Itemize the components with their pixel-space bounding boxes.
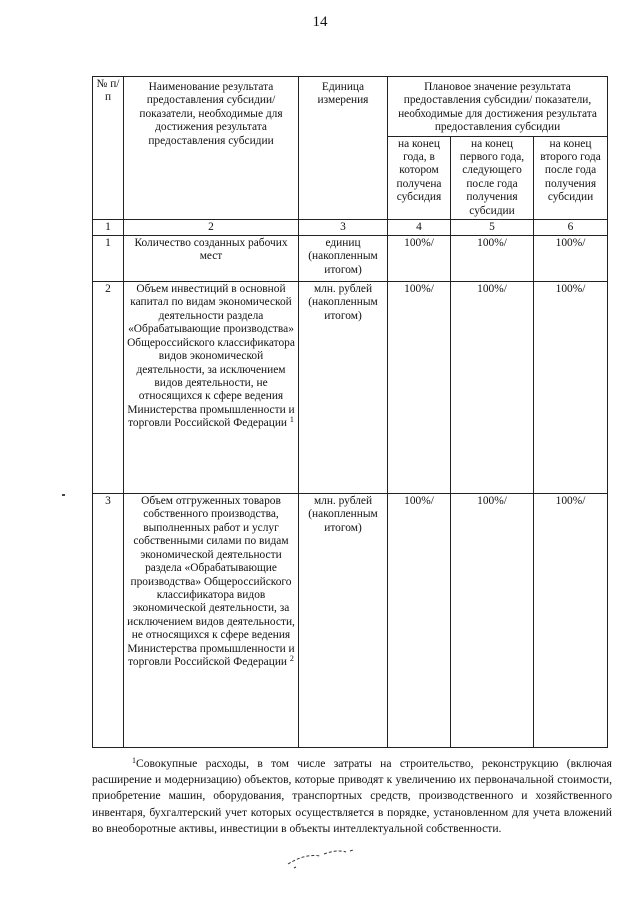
table-row: [93, 236, 608, 282]
row-indicator-name: [124, 236, 299, 282]
page-number: 14: [312, 14, 328, 30]
row-value-year-2: 100%/: [534, 236, 608, 282]
column-number: 2: [124, 220, 299, 236]
table-row: [93, 282, 608, 494]
row-unit: млн. рублей (накопленным итогом): [299, 282, 388, 494]
footnote: [92, 756, 612, 837]
table-row: [93, 494, 608, 748]
row-unit: единиц (накопленным итогом): [299, 236, 388, 282]
header-col-no: № п/п: [93, 77, 124, 220]
column-number: 3: [299, 220, 388, 236]
row-value-year-0: 100%/: [388, 236, 451, 282]
header-col-unit: Единица измерения: [299, 77, 388, 220]
header-row: [93, 77, 608, 137]
footnote-mark: 1: [132, 756, 136, 765]
row-indicator-name: [124, 282, 299, 494]
column-number: 5: [451, 220, 534, 236]
column-number-row: [93, 220, 608, 236]
row-indicator-name: [124, 494, 299, 748]
row-value-year-1: 100%/: [451, 494, 534, 748]
header-sub-col-6: на конец второго года после года получения субсидии: [534, 136, 608, 219]
header-sub-col-5: на конец первого года, следующего после года получения субсидии: [451, 136, 534, 219]
header-sub-col-4: на конец года, в котором получена субсидия: [388, 136, 451, 219]
row-value-year-0: 100%/: [388, 494, 451, 748]
row-indicator-text: Объем отгруженных товаров собственного производства, выполненных работ и услуг собственными силами по видам экономической деятельности раздела «Обрабатывающие производства» Общероссийского классификатора видов экономической деятельности, за исключением видов деятельности, не относящихся к сфере ведения Министерства промышленности и торговли Российской Федерации: [127, 495, 295, 668]
header-col-name: Наименование результата предоставления субсидии/показатели, необходимые для достижения результата предоставления субсидии: [124, 77, 299, 220]
row-value-year-2: 100%/: [534, 494, 608, 748]
row-unit: млн. рублей (накопленным итогом): [299, 494, 388, 748]
column-number: 1: [93, 220, 124, 236]
row-value-year-1: 100%/: [451, 282, 534, 494]
column-number: 4: [388, 220, 451, 236]
row-number: 1: [93, 236, 124, 282]
row-value-year-0: 100%/: [388, 282, 451, 494]
results-table: [92, 76, 608, 748]
footnote-ref: 1: [289, 415, 294, 425]
footnote-ref: 2: [289, 653, 294, 663]
column-number: 6: [534, 220, 608, 236]
row-number: 3: [93, 494, 124, 748]
signature-mark: [280, 848, 370, 870]
row-value-year-2: 100%/: [534, 282, 608, 494]
row-value-year-1: 100%/: [451, 236, 534, 282]
row-number: 2: [93, 282, 124, 494]
header-col-plan: Плановое значение результата предоставления субсидии/ показатели, необходимые для достижения результата предоставления субсидии: [388, 77, 608, 137]
footnote-text: Совокупные расходы, в том числе затраты на строительство, реконструкцию (включая расширение и модернизацию) объектов, которые приводят к увеличению их первоначальной стоимости, приобретение машин, оборудования, транспортных средств, производственного и хозяйственного инвентаря, бухгалтерский учет которых осуществляется в порядке, установленном для учета вложений во внеоборотные активы, инвестиции в объекты интеллектуальной собственности.: [92, 757, 612, 835]
margin-dot: [62, 494, 65, 496]
row-indicator-text: Количество созданных рабочих мест: [134, 237, 288, 263]
row-indicator-text: Объем инвестиций в основной капитал по видам экономической деятельности раздела «Обрабатывающие производства» Общероссийского классификатора видов экономической деятельности, за исключением видов деятельности, не относящихся к сфере ведения Министерства промышленности и торговли Российской Федерации: [127, 283, 295, 430]
